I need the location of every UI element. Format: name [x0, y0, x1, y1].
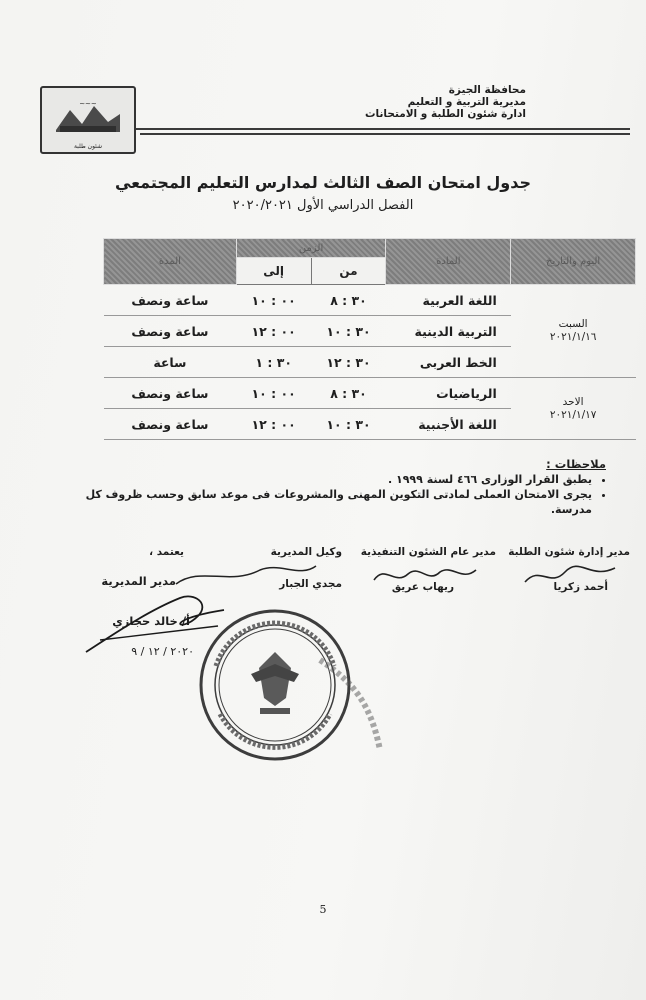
signatory-name: ريهاب عريق — [391, 581, 454, 593]
time-to-cell: ٠٠ : ١٠ — [236, 285, 311, 316]
logo-emblem-icon — [50, 96, 126, 144]
subject-cell: اللغة العربية — [386, 285, 511, 316]
director-title: مدير المديرية — [101, 574, 176, 588]
header-time: الزمن — [236, 239, 386, 258]
time-to-cell: ٠٠ : ١٢ — [236, 409, 311, 440]
day-cell — [511, 285, 636, 378]
administration-logo — [40, 86, 136, 154]
duration-cell: ساعة — [104, 347, 237, 378]
time-from-cell: ٣٠ : ٨ — [311, 285, 386, 316]
document-subtitle: الفصل الدراسي الأول ٢٠٢٠/٢٠٢١ — [232, 198, 414, 213]
subject-cell: الخط العربى — [386, 347, 511, 378]
issuer-line-directorate: مديرية التربية و التعليم — [407, 96, 526, 108]
duration-cell: ساعة ونصف — [104, 378, 237, 409]
handwritten-signature-1 — [520, 560, 620, 590]
header-to: إلى — [236, 258, 311, 285]
approval-label: يعتمد ، — [149, 546, 184, 558]
issuer-line-administration: ادارة شئون الطلبة و الامتحانات — [365, 108, 526, 120]
stamp-ink-smear — [310, 650, 390, 760]
time-from-cell: ٣٠ : ١٢ — [311, 347, 386, 378]
time-from-cell: ٣٠ : ١٠ — [311, 409, 386, 440]
subject-cell: التربية الدينية — [386, 316, 511, 347]
header-from: من — [311, 258, 386, 285]
exam-schedule-table — [103, 238, 636, 440]
time-to-cell: ٠٠ : ١٠ — [236, 378, 311, 409]
header-subject: المادة — [386, 239, 511, 285]
time-from-cell: ٣٠ : ١٠ — [311, 316, 386, 347]
page-number: 5 — [319, 903, 327, 916]
logo-caption: شئون طلبة — [73, 143, 103, 150]
time-from-cell: ٣٠ : ٨ — [311, 378, 386, 409]
approval-date: ٢٠٢٠ / ١٢ / ٩ — [131, 645, 194, 658]
notes-title: ملاحظات : — [546, 457, 606, 471]
note-item: • يجرى الامتحان العملى لمادتى التكوين المهنى والمشروعات فى موعد سابق وحسب ظروف كل مدرسة. — [62, 487, 592, 517]
time-to-cell: ٣٠ : ١ — [236, 347, 311, 378]
director-name: أ/ خالد حجازي — [112, 614, 190, 628]
signatory-title: وكيل المديرية — [270, 546, 342, 558]
handwritten-signature-2 — [370, 560, 480, 590]
svg-text:~~~: ~~~ — [79, 100, 97, 108]
signature-block-student-affairs — [508, 546, 630, 558]
table-row — [104, 285, 636, 316]
day-date: ٢٠٢١/١/١٦ — [549, 331, 597, 343]
day-cell — [511, 378, 636, 440]
issuer-line-governorate: محافظة الجيزة — [448, 84, 526, 96]
subject-cell: الرياضيات — [386, 378, 511, 409]
signatory-title: مدير إدارة شئون الطلبة — [508, 546, 630, 558]
table-row — [104, 378, 636, 409]
signatory-title: مدير عام الشئون التنفيذية — [360, 546, 496, 558]
duration-cell: ساعة ونصف — [104, 316, 237, 347]
subject-cell: اللغة الأجنبية — [386, 409, 511, 440]
signature-block-deputy — [271, 546, 342, 558]
header-duration: المدة — [104, 239, 237, 285]
time-to-cell: ٠٠ : ١٢ — [236, 316, 311, 347]
handwritten-signature-3 — [170, 560, 320, 590]
header-day-date: اليوم والتاريخ — [511, 239, 636, 285]
day-name: الاحد — [562, 395, 584, 408]
issuer-header — [365, 84, 526, 120]
header-divider-second — [140, 133, 630, 135]
notes-list — [62, 472, 606, 517]
duration-cell: ساعة ونصف — [104, 285, 237, 316]
day-date: ٢٠٢١/١/١٧ — [549, 408, 597, 421]
signatory-name: أحمد زكريا — [553, 581, 608, 593]
duration-cell: ساعة ونصف — [104, 409, 237, 440]
signatory-name: مجدي الجبار — [279, 578, 342, 590]
header-divider — [136, 128, 630, 130]
document-title: جدول امتحان الصف الثالث لمدارس التعليم المجتمعي — [114, 173, 532, 192]
day-name: السبت — [558, 318, 588, 330]
note-item: • يطبق القرار الوزارى ٤٦٦ لسنة ١٩٩٩ . — [62, 472, 592, 487]
signature-block-executive-affairs — [361, 546, 496, 558]
